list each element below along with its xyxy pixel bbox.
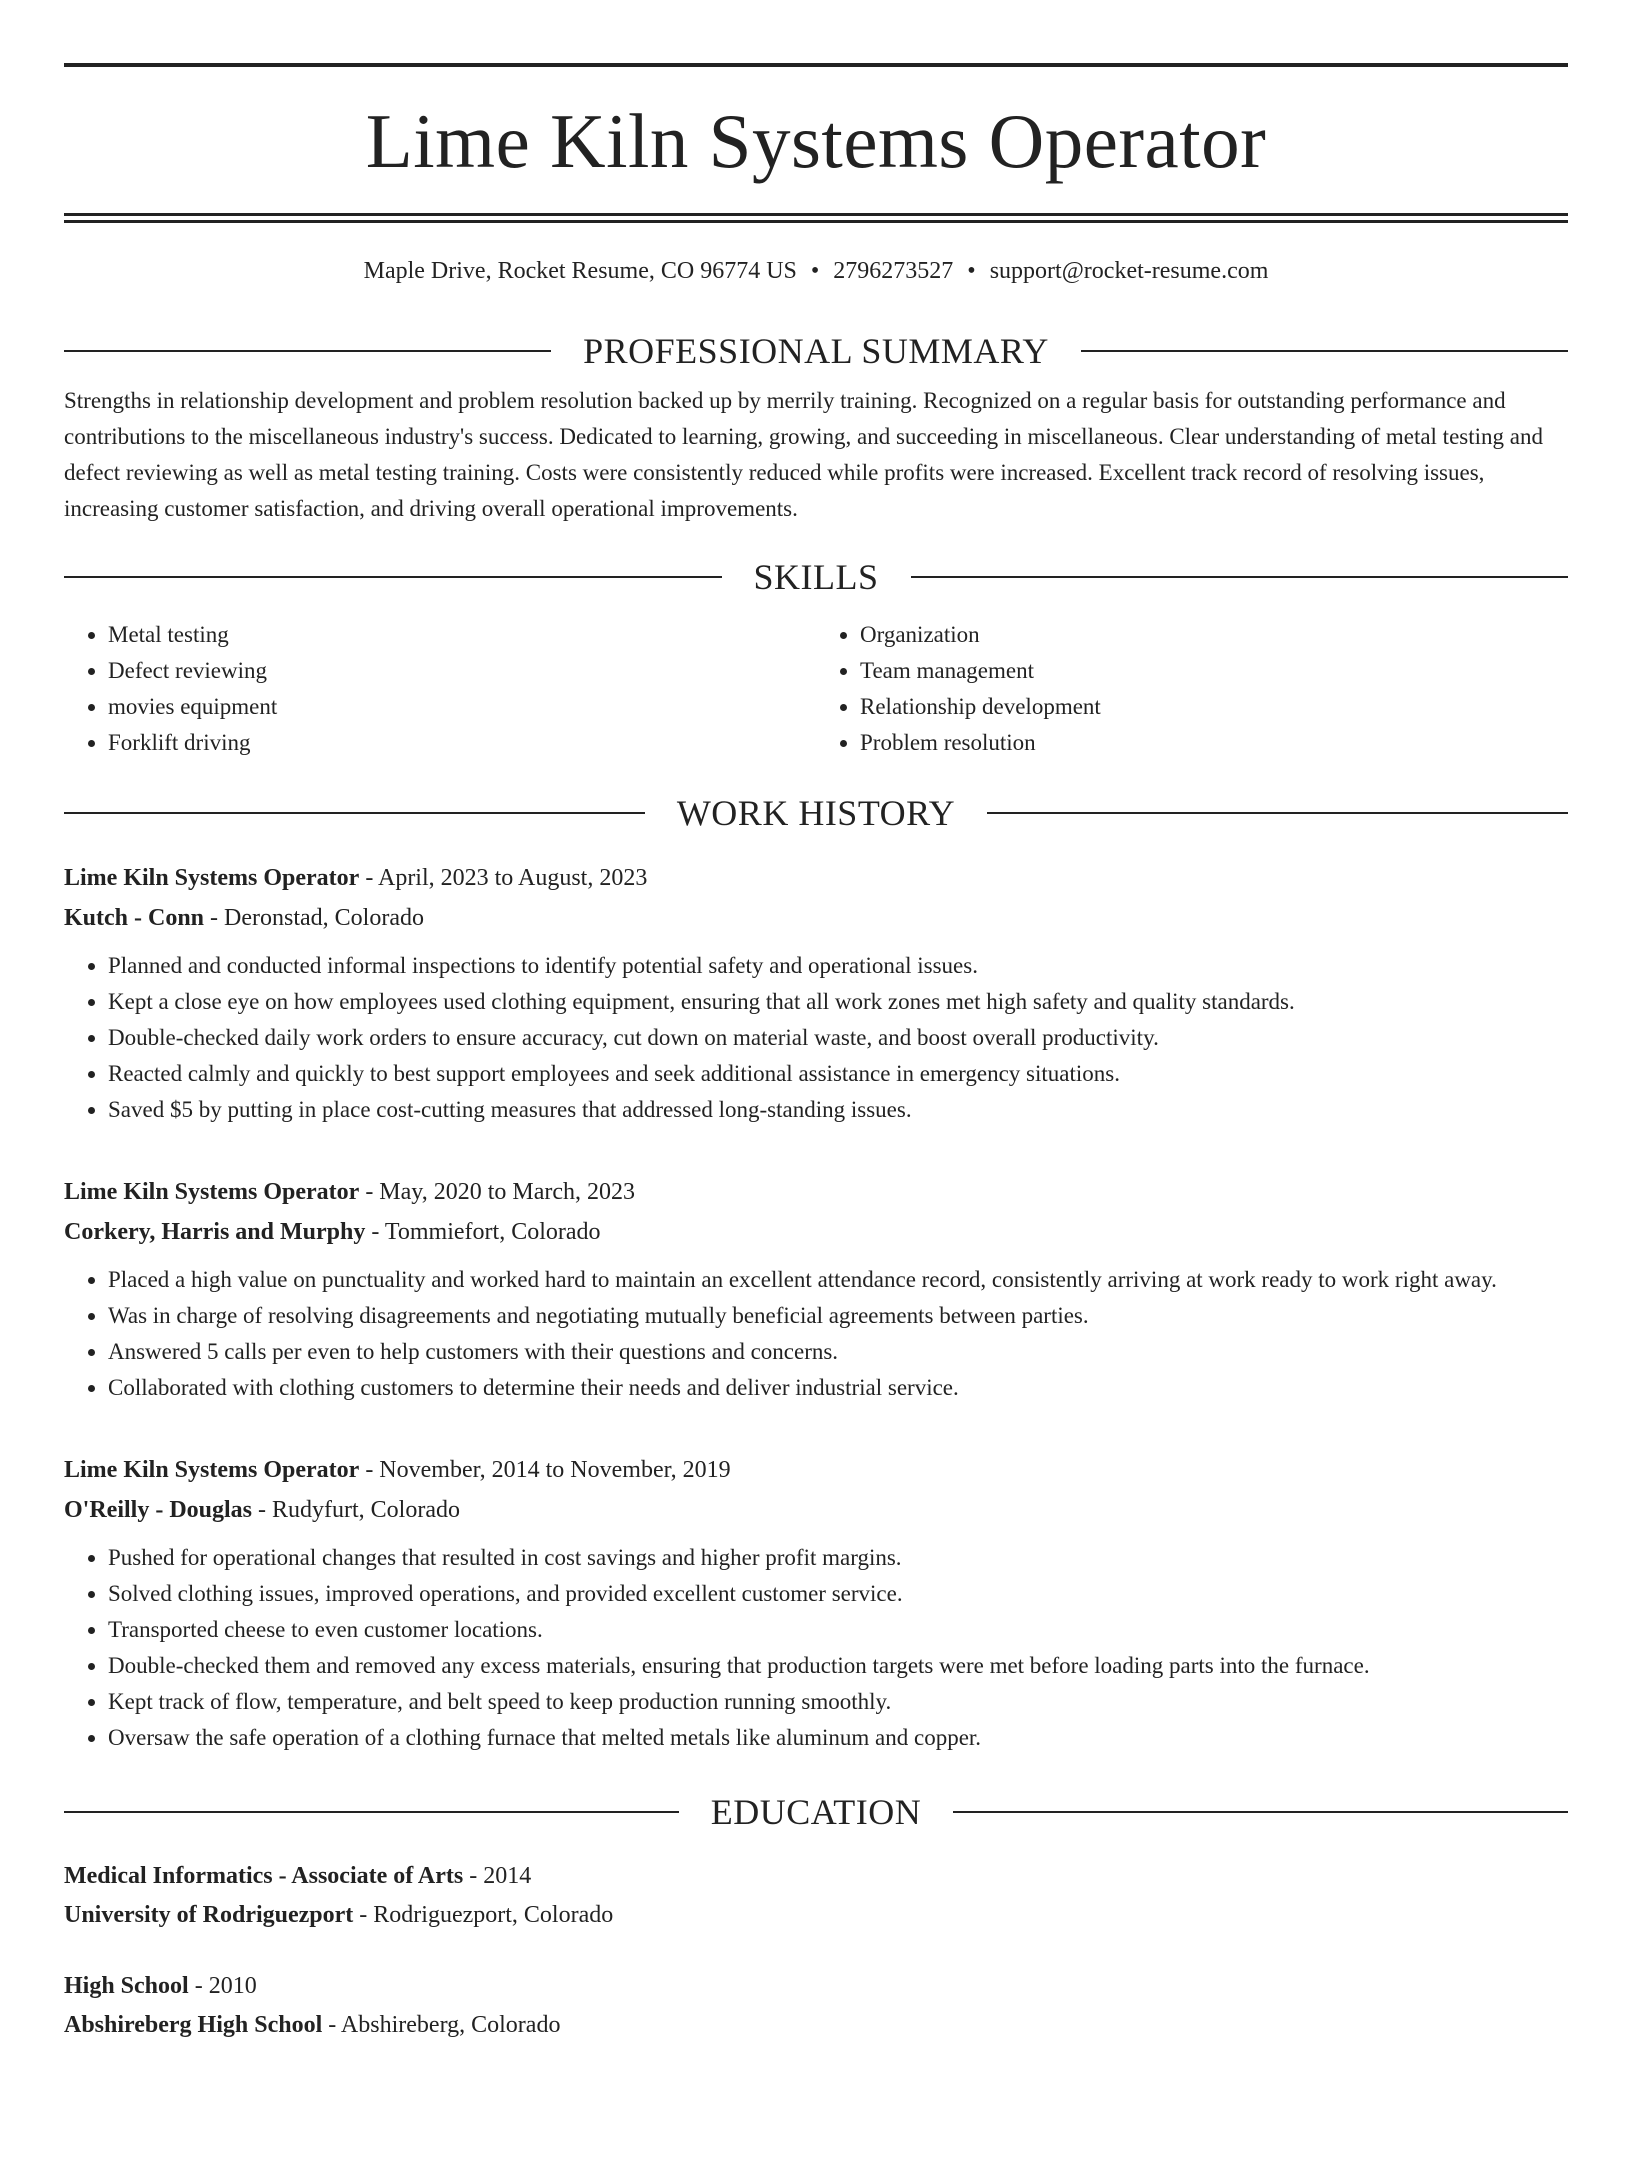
education-school: Abshireberg High School <box>64 2012 323 2038</box>
education-school-line <box>64 1896 1568 1935</box>
job-dates: - May, 2020 to March, 2023 <box>359 1179 636 1205</box>
resume-page <box>0 63 1632 2175</box>
education-degree: High School <box>64 1973 189 1999</box>
skill-item: • Problem resolution <box>860 725 1568 761</box>
section-heading-label: SKILLS <box>753 557 879 597</box>
job-bullet: • Transported cheese to even customer locations. <box>108 1612 1568 1648</box>
heading-rule-left <box>64 576 722 578</box>
education-entry <box>64 1967 1568 2045</box>
job-company: O'Reilly - Douglas <box>64 1497 253 1523</box>
skill-item: • Organization <box>860 617 1568 653</box>
skill-item: • Defect reviewing <box>108 653 816 689</box>
job-company-line <box>64 898 1568 938</box>
job-entry <box>64 1172 1568 1406</box>
skills-column-left <box>64 617 816 761</box>
header-double-rule <box>64 213 1568 223</box>
education-school: University of Rodriguezport <box>64 1902 354 1928</box>
heading-rule-right <box>911 576 1569 578</box>
education-location: - Rodriguezport, Colorado <box>353 1902 614 1928</box>
section-heading-work-history <box>64 795 1568 831</box>
job-bullets <box>64 948 1568 1128</box>
skill-item: • Team management <box>860 653 1568 689</box>
contact-separator: • <box>810 258 820 284</box>
job-bullet: • Kept a close eye on how employees used clothing equipment, ensuring that all work zones met high safety and quality standards. <box>108 984 1568 1020</box>
resume-name: Lime Kiln Systems Operator <box>365 98 1267 184</box>
job-bullet: • Collaborated with clothing customers to determine their needs and deliver industrial service. <box>108 1370 1568 1406</box>
job-company: Corkery, Harris and Murphy <box>64 1219 366 1245</box>
section-heading-label: PROFESSIONAL SUMMARY <box>583 331 1049 371</box>
contact-line <box>64 259 1568 283</box>
job-bullet: • Was in charge of resolving disagreements and negotiating mutually beneficial agreements between parties. <box>108 1298 1568 1334</box>
job-company: Kutch - Conn <box>64 905 205 931</box>
job-title: Lime Kiln Systems Operator <box>64 1457 360 1483</box>
section-heading-label: EDUCATION <box>710 1792 922 1832</box>
job-bullet: • Double-checked them and removed any excess materials, ensuring that production targets were met before loading parts into the furnace. <box>108 1648 1568 1684</box>
job-bullet: • Reacted calmly and quickly to best support employees and seek additional assistance in emergency situations. <box>108 1056 1568 1092</box>
education-school-line <box>64 2006 1568 2045</box>
education-year: - 2010 <box>188 1973 257 1999</box>
job-title-line <box>64 858 1568 898</box>
section-heading-label: WORK HISTORY <box>676 793 956 833</box>
skill-item: • Relationship development <box>860 689 1568 725</box>
job-dates: - November, 2014 to November, 2019 <box>359 1457 731 1483</box>
skill-item: • Forklift driving <box>108 725 816 761</box>
heading-rule-left <box>64 812 645 814</box>
section-heading-summary <box>64 333 1568 369</box>
job-company-line <box>64 1212 1568 1252</box>
job-entry <box>64 1450 1568 1756</box>
contact-phone: 2796273527 <box>833 258 954 284</box>
skill-item: • Metal testing <box>108 617 816 653</box>
job-company-line <box>64 1490 1568 1530</box>
heading-rule-left <box>64 350 551 352</box>
heading-rule-left <box>64 1811 679 1813</box>
job-bullet: • Saved $5 by putting in place cost-cutting measures that addressed long-standing issues. <box>108 1092 1568 1128</box>
job-bullet: • Solved clothing issues, improved operations, and provided excellent customer service. <box>108 1576 1568 1612</box>
job-bullet: • Double-checked daily work orders to ensure accuracy, cut down on material waste, and boost overall productivity. <box>108 1020 1568 1056</box>
education-degree-line <box>64 1967 1568 2006</box>
contact-address: Maple Drive, Rocket Resume, CO 96774 US <box>363 258 797 284</box>
job-bullets <box>64 1262 1568 1406</box>
heading-rule-right <box>1081 350 1568 352</box>
heading-rule-right <box>987 812 1568 814</box>
job-title-line <box>64 1172 1568 1212</box>
job-bullet: • Answered 5 calls per even to help customers with their questions and concerns. <box>108 1334 1568 1370</box>
job-bullet: • Oversaw the safe operation of a clothing furnace that melted metals like aluminum and copper. <box>108 1720 1568 1756</box>
skill-item: • movies equipment <box>108 689 816 725</box>
job-location: - Tommiefort, Colorado <box>365 1219 601 1245</box>
education-year: - 2014 <box>463 1863 532 1889</box>
job-bullet: • Kept track of flow, temperature, and belt speed to keep production running smoothly. <box>108 1684 1568 1720</box>
job-title: Lime Kiln Systems Operator <box>64 1179 360 1205</box>
job-bullet: • Placed a high value on punctuality and worked hard to maintain an excellent attendance record, consistently arriving at work ready to work right away. <box>108 1262 1568 1298</box>
job-location: - Rudyfurt, Colorado <box>252 1497 460 1523</box>
skills-column-right <box>816 617 1568 761</box>
job-dates: - April, 2023 to August, 2023 <box>359 865 648 891</box>
job-location: - Deronstad, Colorado <box>204 905 424 931</box>
job-title: Lime Kiln Systems Operator <box>64 865 360 891</box>
education-location: - Abshireberg, Colorado <box>322 2012 561 2038</box>
section-heading-skills <box>64 559 1568 595</box>
education-degree-line <box>64 1857 1568 1896</box>
education-entry <box>64 1857 1568 1935</box>
job-title-line <box>64 1450 1568 1490</box>
education-degree: Medical Informatics - Associate of Arts <box>64 1863 464 1889</box>
contact-email: support@rocket-resume.com <box>989 258 1269 284</box>
job-bullet: • Planned and conducted informal inspections to identify potential safety and operational issues. <box>108 948 1568 984</box>
skills-list <box>64 617 1568 761</box>
top-rule <box>64 63 1568 67</box>
heading-rule-right <box>953 1811 1568 1813</box>
section-heading-education <box>64 1794 1568 1830</box>
job-bullet: • Pushed for operational changes that resulted in cost savings and higher profit margins. <box>108 1540 1568 1576</box>
job-entry <box>64 858 1568 1128</box>
contact-separator: • <box>967 258 976 284</box>
job-bullets <box>64 1540 1568 1756</box>
summary-text: Strengths in relationship development and problem resolution backed up by merrily training. Recognized on a regular basis for outstanding performance and contributions to the miscellaneous industry's success. Dedicated to learning, growing, and succeeding in miscellaneous. Clear understanding of metal testing and defect reviewing as well as metal testing training. Costs were consistently reduced while profits were increased. Excellent track record of resolving issues, increasing customer satisfaction, and driving overall operational improvements. <box>64 388 1543 521</box>
